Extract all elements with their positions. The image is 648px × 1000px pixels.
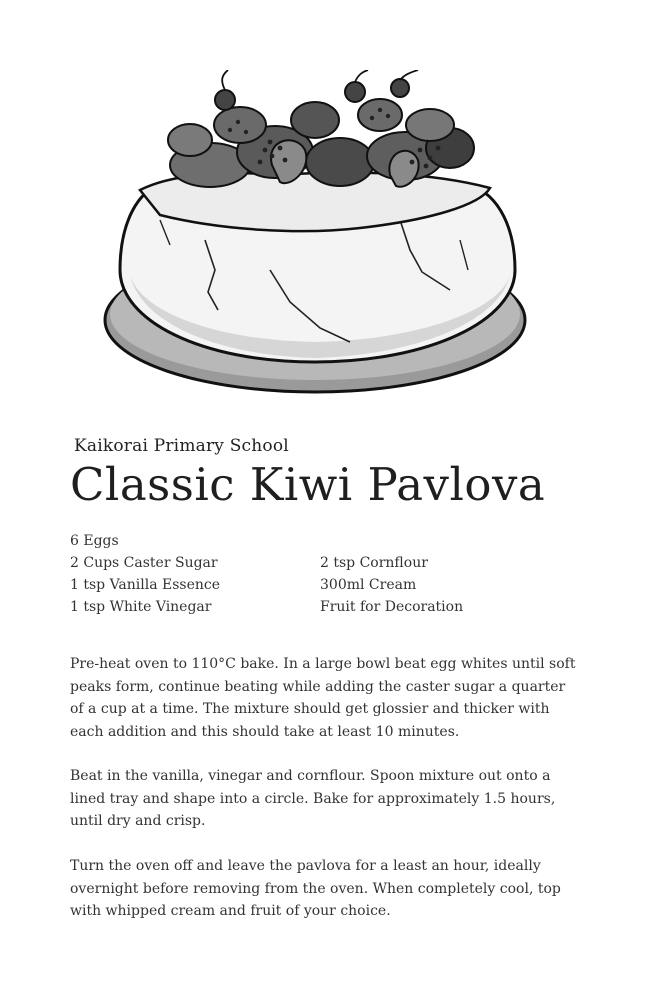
ingredient-item: 2 tsp Cornflour — [320, 555, 428, 571]
ingredients-list-right — [320, 552, 463, 618]
ingredient-item: Fruit for Decoration — [320, 599, 464, 615]
method-step: Pre-heat oven to 110°C bake. In a large bowl beat egg whites until soft peaks form, continue beating while adding the caster sugar a quarter of a cup at a time. The mixture should get glossier and thicker with each addition and this should take at least 10 minutes. — [70, 656, 576, 740]
ingredients-list-left — [70, 530, 220, 618]
pavlova-illustration — [100, 70, 550, 400]
ingredient-item: 2 Cups Caster Sugar — [70, 555, 218, 571]
ingredient-item: 6 Eggs — [70, 533, 119, 549]
recipe-title: Classic Kiwi Pavlova — [70, 458, 546, 511]
school-name: Kaikorai Primary School — [74, 436, 289, 456]
ingredient-item: 300ml Cream — [320, 577, 417, 593]
ingredient-item: 1 tsp Vanilla Essence — [70, 577, 221, 593]
fruit-topping — [168, 79, 474, 187]
method-step: Turn the oven off and leave the pavlova for a least an hour, ideally overnight before removing from the oven. When completely cool, top with whipped cream and fruit of your choice. — [70, 858, 561, 919]
method-step: Beat in the vanilla, vinegar and cornflour. Spoon mixture out onto a lined tray and shape into a circle. Bake for approximately 1.5 hours, until dry and crisp. — [70, 768, 556, 829]
ingredient-item: 1 tsp White Vinegar — [70, 599, 212, 615]
